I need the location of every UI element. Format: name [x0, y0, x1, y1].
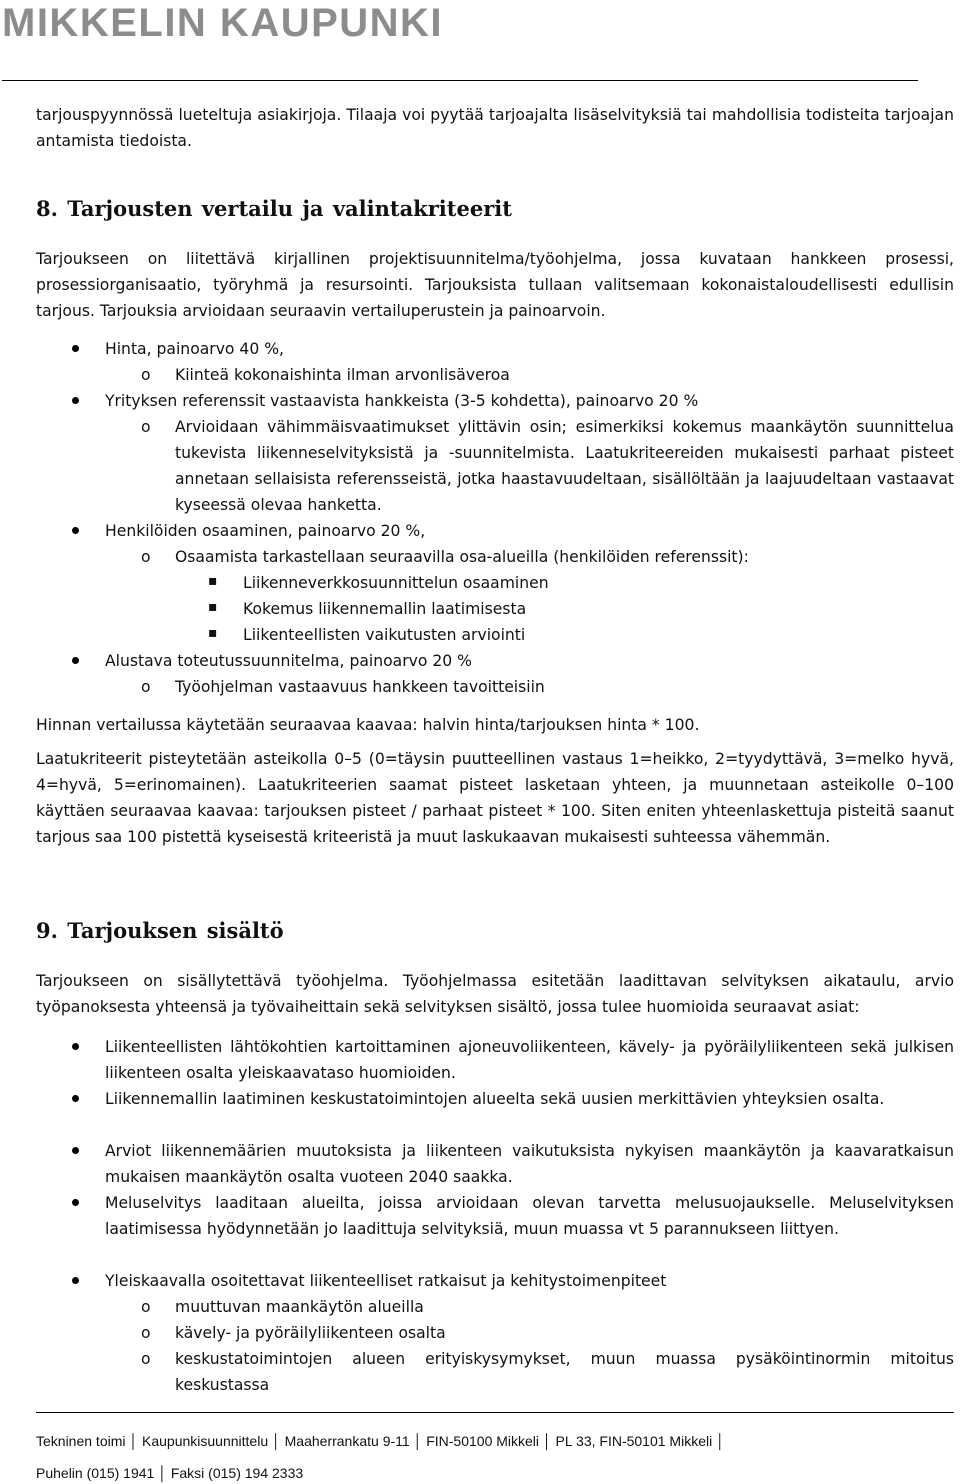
- small-bullet-icon: ▪: [208, 573, 218, 589]
- content-bullet: Arviot liikennemäärien muutoksista ja liikenteen vaikutuksista nykyisen maankäytön ja kaavaratkaisun mukaisen maankäytön osalta vuoteen 2040 saakka.: [105, 1142, 954, 1186]
- bullet-icon: [72, 397, 79, 404]
- small-bullet-icon: ▪: [208, 625, 218, 641]
- header-rule: [2, 80, 918, 81]
- content-sub-item: kävely- ja pyöräilyliikenteen osalta: [175, 1324, 446, 1342]
- bullet-icon: [72, 1043, 79, 1050]
- circle-bullet-icon: o: [141, 678, 151, 696]
- criterion-item: Liikenteellisten vaikutusten arviointi: [243, 626, 526, 644]
- criterion-label: Hinta, painoarvo 40 %,: [105, 340, 285, 358]
- small-bullet-icon: ▪: [208, 599, 218, 615]
- criterion-label: Alustava toteutussuunnitelma, painoarvo 20 %: [105, 652, 472, 670]
- circle-bullet-icon: o: [141, 1298, 151, 1316]
- footer-line-2: Puhelin (015) 1941 │ Faksi (015) 194 2333: [36, 1465, 304, 1481]
- scoring-paragraph: Laatukriteerit pisteytetään asteikolla 0–5 (0=täysin puutteellinen vastaus 1=heikko, 2=tyydyttävä, 3=melko hyvä, 4=hyvä, 5=erinomainen). Laatukriteerien saamat pisteet lasketaan yhteen, ja muunnetaan asteikolle 0–100 käyttäen seuraavaa kaavaa: tarjouksen pisteet / parhaat pisteet * 100. Siten eniten yhteenlaskettuja pisteitä saanut tarjous saa 100 pistettä kyseisestä kriteeristä ja muut laskukaavan mukaisesti suhteessa vähemmän.: [36, 750, 954, 846]
- content-bullet: Liikennemallin laatiminen keskustatoimintojen alueelta sekä uusien merkittävien yhteyksien osalta.: [105, 1090, 885, 1108]
- criterion-sub: Työohjelman vastaavuus hankkeen tavoitteisiin: [175, 678, 545, 696]
- logo: MIKKELIN KAUPUNKI: [2, 1, 444, 45]
- circle-bullet-icon: o: [141, 548, 151, 566]
- criterion-label: Yrityksen referenssit vastaavista hankkeista (3-5 kohdetta), painoarvo 20 %: [105, 392, 699, 410]
- section-8-paragraph: Tarjoukseen on liitettävä kirjallinen projektisuunnitelma/työohjelma, jossa kuvataan hankkeen prosessi, prosessiorganisaatio, työryhmä ja resursointi. Tarjouksista tullaan valitsemaan kokonaistaloudellisesti edullisin tarjous. Tarjouksia arvioidaan seuraavin vertailuperustein ja painoarvoin.: [36, 250, 954, 320]
- circle-bullet-icon: o: [141, 418, 151, 436]
- bullet-icon: [72, 1277, 79, 1284]
- footer-rule: [36, 1412, 954, 1413]
- criterion-sub: Arvioidaan vähimmäisvaatimukset ylittävin osin; esimerkiksi kokemus maankäytön suunnittelua tukevista liikenneselvityksistä ja -suunnitelmista. Laatukriteereiden mukaisesti parhaat pisteet annetaan sellaisista referensseistä, jotka haastavuudeltaan, sisällöltään ja laajuudeltaan vastaavat kyseessä olevaa hanketta.: [175, 418, 954, 514]
- criterion-sub: Kiinteä kokonaishinta ilman arvonlisäveroa: [175, 366, 510, 384]
- intro-paragraph: tarjouspyynnössä lueteltuja asiakirjoja. Tilaaja voi pyytää tarjoajalta lisäselvityksiä tai mahdollisia todisteita tarjoajan antamista tiedoista.: [36, 106, 954, 150]
- content-sub-item: keskustatoimintojen alueen erityiskysymykset, muun muassa pysäköintinormin mitoitus keskustassa: [175, 1350, 954, 1394]
- criterion-label: Henkilöiden osaaminen, painoarvo 20 %,: [105, 522, 426, 540]
- bullet-icon: [72, 527, 79, 534]
- criterion-item: Liikenneverkkosuunnittelun osaaminen: [243, 574, 549, 592]
- bullet-icon: [72, 1095, 79, 1102]
- section-9-title: 9. Tarjouksen sisältö: [36, 918, 284, 943]
- section-8-title: 8. Tarjousten vertailu ja valintakriteerit: [36, 196, 512, 221]
- bullet-icon: [72, 657, 79, 664]
- price-formula: Hinnan vertailussa käytetään seuraavaa kaavaa: halvin hinta/tarjouksen hinta * 100.: [36, 716, 700, 734]
- section-9-paragraph: Tarjoukseen on sisällytettävä työohjelma. Työohjelmassa esitetään laadittavan selvityksen aikataulu, arvio työpanoksesta yhteensä ja työvaiheittain sekä selvityksen sisältö, jossa tulee huomioida seuraavat asiat:: [36, 972, 954, 1016]
- content-sub-item: muuttuvan maankäytön alueilla: [175, 1298, 424, 1316]
- bullet-icon: [72, 345, 79, 352]
- content-bullet: Liikenteellisten lähtökohtien kartoittaminen ajoneuvoliikenteen, kävely- ja pyöräilyliikenteen sekä julkisen liikenteen osalta yleiskaavataso huomioiden.: [105, 1038, 954, 1082]
- criterion-item: Kokemus liikennemallin laatimisesta: [243, 600, 527, 618]
- content-bullet: Yleiskaavalla osoitettavat liikenteelliset ratkaisut ja kehitystoimenpiteet: [105, 1272, 667, 1290]
- criterion-sub: Osaamista tarkastellaan seuraavilla osa-alueilla (henkilöiden referenssit):: [175, 548, 749, 566]
- circle-bullet-icon: o: [141, 366, 151, 384]
- circle-bullet-icon: o: [141, 1324, 151, 1342]
- content-bullet: Meluselvitys laaditaan alueilta, joissa arvioidaan olevan tarvetta melusuojaukselle. Meluselvityksen laatimisessa hyödynnetään jo laadittuja selvityksiä, muun muassa vt 5 parannukseen liittyen.: [105, 1194, 954, 1238]
- circle-bullet-icon: o: [141, 1350, 151, 1368]
- bullet-icon: [72, 1199, 79, 1206]
- footer-line-1: Tekninen toimi │ Kaupunkisuunnittelu │ Maaherrankatu 9-11 │ FIN-50100 Mikkeli │ PL 33, FIN-50101 Mikkeli │: [36, 1433, 725, 1449]
- bullet-icon: [72, 1147, 79, 1154]
